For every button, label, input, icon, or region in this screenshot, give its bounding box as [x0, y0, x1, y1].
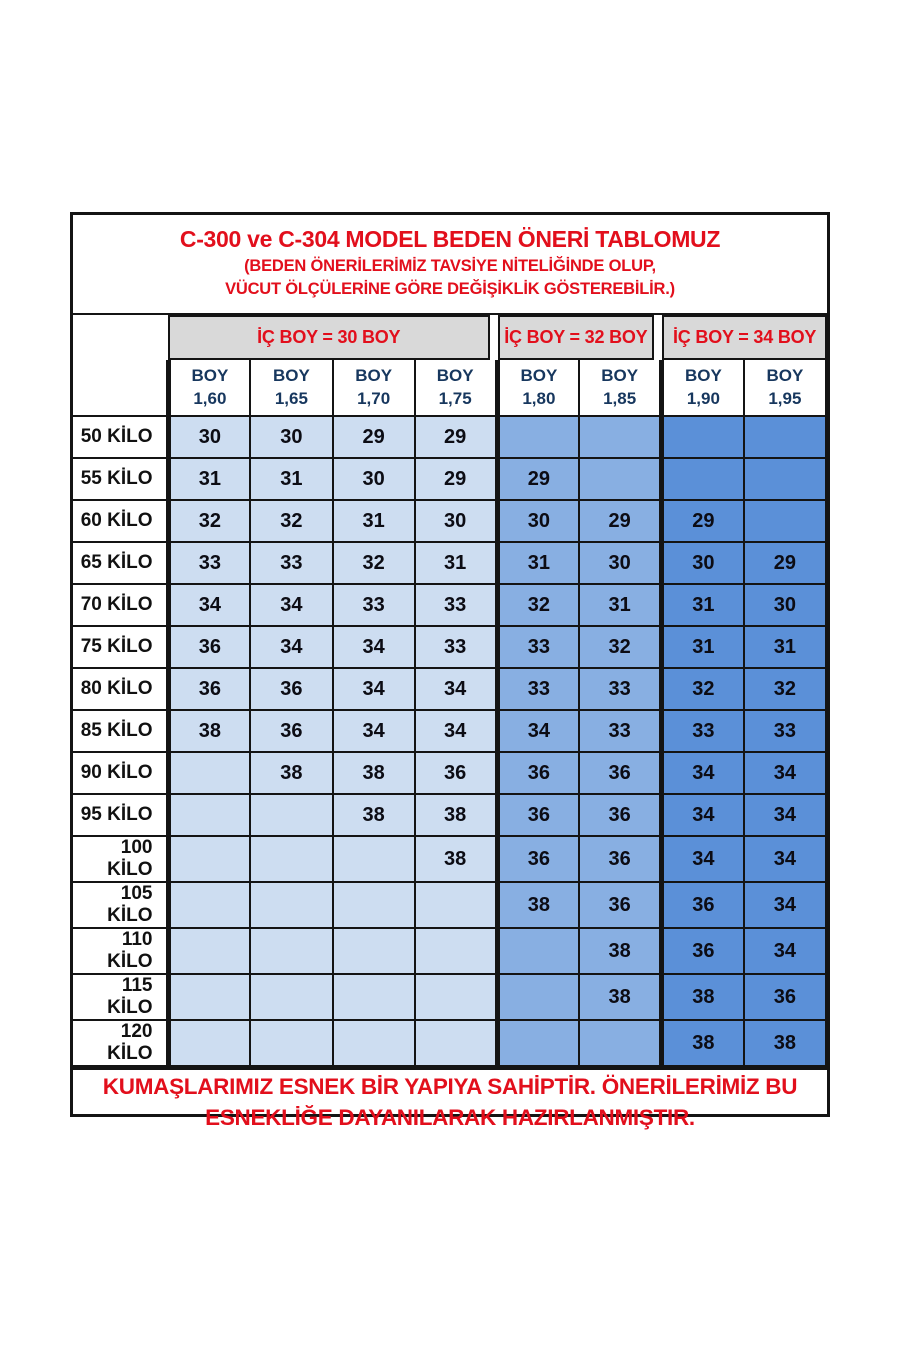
size-cell: 33	[579, 710, 661, 752]
table-row	[73, 542, 826, 584]
table-row	[73, 626, 826, 668]
size-cell	[168, 836, 250, 882]
size-cell: 30	[579, 542, 661, 584]
row-label-kilo: 70 KİLO	[73, 584, 168, 626]
group-header-icboy-34: İÇ BOY = 34 BOY	[662, 315, 827, 360]
size-cell: 36	[497, 836, 579, 882]
boy-label: BOY	[520, 365, 558, 385]
size-cell	[333, 882, 415, 928]
table-row	[73, 710, 826, 752]
column-header	[497, 360, 579, 416]
row-label-kilo: 85 KİLO	[73, 710, 168, 752]
size-cell: 38	[168, 710, 250, 752]
size-cell: 38	[662, 1020, 744, 1066]
table-row	[73, 500, 826, 542]
size-cell: 36	[168, 668, 250, 710]
size-cell	[497, 974, 579, 1020]
boy-value: 1,85	[603, 388, 637, 408]
size-cell: 38	[250, 752, 332, 794]
size-cell: 31	[662, 584, 744, 626]
title-block	[73, 215, 827, 315]
size-cell: 30	[250, 416, 332, 458]
size-cell	[250, 974, 332, 1020]
size-cell: 32	[662, 668, 744, 710]
size-cell: 33	[662, 710, 744, 752]
size-cell	[168, 928, 250, 974]
size-cell: 29	[662, 500, 744, 542]
boy-label: BOY	[766, 365, 804, 385]
size-cell: 34	[333, 626, 415, 668]
size-cell: 32	[250, 500, 332, 542]
size-cell: 38	[333, 794, 415, 836]
size-cell: 33	[497, 668, 579, 710]
size-cell	[579, 416, 661, 458]
size-cell: 38	[662, 974, 744, 1020]
row-label-kilo: 95 KİLO	[73, 794, 168, 836]
size-cell: 34	[168, 584, 250, 626]
boy-value: 1,70	[357, 388, 391, 408]
size-cell	[250, 882, 332, 928]
size-cell: 31	[744, 626, 826, 668]
row-label-kilo: 105 KİLO	[73, 882, 168, 928]
table-row	[73, 882, 826, 928]
size-cell: 38	[579, 974, 661, 1020]
size-cell: 38	[744, 1020, 826, 1066]
table-row	[73, 836, 826, 882]
column-header-row	[73, 360, 826, 416]
size-cell: 30	[744, 584, 826, 626]
size-cell: 32	[497, 584, 579, 626]
size-cell	[744, 500, 826, 542]
size-cell	[579, 458, 661, 500]
size-cell	[415, 882, 497, 928]
size-cell	[250, 1020, 332, 1066]
size-cell	[168, 752, 250, 794]
footer-line2: ESNEKLİĞE DAYANILARAK HAZIRLANMIŞTIR.	[205, 1104, 695, 1130]
size-cell	[662, 458, 744, 500]
corner-cell	[73, 360, 168, 416]
column-header	[250, 360, 332, 416]
size-cell	[415, 1020, 497, 1066]
column-header	[168, 360, 250, 416]
row-label-kilo: 110 KİLO	[73, 928, 168, 974]
boy-label: BOY	[601, 365, 639, 385]
size-cell: 33	[744, 710, 826, 752]
size-cell: 34	[744, 752, 826, 794]
size-cell	[333, 836, 415, 882]
size-cell: 36	[250, 710, 332, 752]
row-label-kilo: 65 KİLO	[73, 542, 168, 584]
table-row	[73, 752, 826, 794]
size-cell: 33	[168, 542, 250, 584]
row-label-kilo: 100 KİLO	[73, 836, 168, 882]
size-cell: 34	[415, 710, 497, 752]
size-cell: 32	[579, 626, 661, 668]
boy-value: 1,65	[274, 388, 308, 408]
size-cell: 31	[415, 542, 497, 584]
size-cell: 36	[662, 882, 744, 928]
size-cell: 30	[497, 500, 579, 542]
size-cell: 34	[744, 928, 826, 974]
size-cell	[662, 416, 744, 458]
size-cell: 36	[744, 974, 826, 1020]
size-cell: 34	[333, 668, 415, 710]
size-cell: 36	[579, 882, 661, 928]
title-subtitle-line2: VÜCUT ÖLÇÜLERİNE GÖRE DEĞİŞİKLİK GÖSTEREBİLİR.)	[225, 280, 675, 298]
size-cell: 29	[579, 500, 661, 542]
size-cell: 36	[250, 668, 332, 710]
table-row	[73, 416, 826, 458]
size-cell: 33	[333, 584, 415, 626]
size-cell	[333, 928, 415, 974]
footer-line1: KUMAŞLARIMIZ ESNEK BİR YAPIYA SAHİPTİR. ÖNERİLERİMİZ BU	[102, 1074, 798, 1100]
size-cell: 34	[744, 882, 826, 928]
table-row	[73, 974, 826, 1020]
size-cell: 36	[497, 752, 579, 794]
size-table	[73, 360, 827, 1067]
size-cell: 36	[497, 794, 579, 836]
size-cell: 29	[333, 416, 415, 458]
row-label-kilo: 75 KİLO	[73, 626, 168, 668]
footer-note	[73, 1067, 827, 1135]
size-cell: 34	[415, 668, 497, 710]
size-cell: 30	[333, 458, 415, 500]
size-cell	[497, 928, 579, 974]
size-cell: 33	[579, 668, 661, 710]
size-cell: 36	[579, 794, 661, 836]
boy-value: 1,80	[522, 388, 556, 408]
boy-label: BOY	[191, 365, 229, 385]
size-cell: 38	[415, 794, 497, 836]
group-header-icboy-30: İÇ BOY = 30 BOY	[168, 315, 490, 360]
size-cell: 31	[250, 458, 332, 500]
size-cell: 32	[744, 668, 826, 710]
size-cell: 38	[333, 752, 415, 794]
column-header	[662, 360, 744, 416]
size-cell: 38	[497, 882, 579, 928]
size-cell	[333, 974, 415, 1020]
size-cell: 36	[579, 836, 661, 882]
row-label-kilo: 115 KİLO	[73, 974, 168, 1020]
group-header-icboy-32: İÇ BOY = 32 BOY	[498, 315, 655, 360]
size-cell	[250, 794, 332, 836]
size-cell: 33	[497, 626, 579, 668]
table-row	[73, 584, 826, 626]
size-cell: 34	[333, 710, 415, 752]
boy-label: BOY	[436, 365, 474, 385]
size-cell: 32	[333, 542, 415, 584]
size-cell: 34	[497, 710, 579, 752]
size-cell: 34	[744, 794, 826, 836]
row-label-kilo: 90 KİLO	[73, 752, 168, 794]
table-row	[73, 458, 826, 500]
row-label-kilo: 120 KİLO	[73, 1020, 168, 1066]
size-cell	[744, 458, 826, 500]
table-row	[73, 794, 826, 836]
boy-label: BOY	[355, 365, 393, 385]
corner-blank	[73, 315, 168, 360]
column-header	[415, 360, 497, 416]
size-chart-sheet	[70, 212, 830, 1130]
size-cell	[415, 928, 497, 974]
size-cell	[415, 974, 497, 1020]
size-cell: 31	[168, 458, 250, 500]
size-cell	[168, 794, 250, 836]
size-cell: 31	[579, 584, 661, 626]
size-cell: 36	[662, 928, 744, 974]
size-cell: 34	[744, 836, 826, 882]
size-cell	[250, 836, 332, 882]
page-title: C-300 ve C-304 MODEL BEDEN ÖNERİ TABLOMUZ	[179, 226, 721, 252]
boy-label: BOY	[272, 365, 310, 385]
size-cell: 30	[415, 500, 497, 542]
size-cell: 36	[415, 752, 497, 794]
size-cell	[250, 928, 332, 974]
row-label-kilo: 55 KİLO	[73, 458, 168, 500]
size-cell	[168, 1020, 250, 1066]
size-cell: 29	[744, 542, 826, 584]
row-label-kilo: 50 KİLO	[73, 416, 168, 458]
boy-value: 1,60	[193, 388, 227, 408]
size-cell: 33	[415, 584, 497, 626]
size-cell	[497, 416, 579, 458]
size-cell: 31	[497, 542, 579, 584]
size-cell: 34	[662, 794, 744, 836]
boy-value: 1,90	[686, 388, 720, 408]
size-cell: 31	[662, 626, 744, 668]
size-cell: 38	[579, 928, 661, 974]
size-cell	[168, 974, 250, 1020]
row-label-kilo: 80 KİLO	[73, 668, 168, 710]
table-row	[73, 1020, 826, 1066]
size-cell: 29	[415, 458, 497, 500]
size-cell: 34	[250, 626, 332, 668]
table-row	[73, 668, 826, 710]
column-header	[333, 360, 415, 416]
size-cell: 34	[662, 752, 744, 794]
size-cell: 33	[415, 626, 497, 668]
size-cell: 29	[497, 458, 579, 500]
size-cell: 32	[168, 500, 250, 542]
size-cell: 34	[662, 836, 744, 882]
boy-value: 1,75	[438, 388, 472, 408]
column-header	[744, 360, 826, 416]
boy-label: BOY	[684, 365, 722, 385]
size-cell	[333, 1020, 415, 1066]
size-cell	[168, 882, 250, 928]
group-header-row	[73, 315, 827, 360]
size-cell: 31	[333, 500, 415, 542]
size-cell: 36	[168, 626, 250, 668]
size-cell: 30	[168, 416, 250, 458]
table-row	[73, 928, 826, 974]
size-cell	[497, 1020, 579, 1066]
column-header	[579, 360, 661, 416]
boy-value: 1,95	[768, 388, 802, 408]
size-cell	[744, 416, 826, 458]
size-cell: 38	[415, 836, 497, 882]
size-cell: 36	[579, 752, 661, 794]
title-subtitle-line1: (BEDEN ÖNERİLERİMİZ TAVSİYE NİTELİĞİNDE OLUP,	[244, 257, 656, 275]
size-cell: 33	[250, 542, 332, 584]
size-cell: 30	[662, 542, 744, 584]
row-label-kilo: 60 KİLO	[73, 500, 168, 542]
size-cell	[579, 1020, 661, 1066]
size-cell: 34	[250, 584, 332, 626]
size-cell: 29	[415, 416, 497, 458]
